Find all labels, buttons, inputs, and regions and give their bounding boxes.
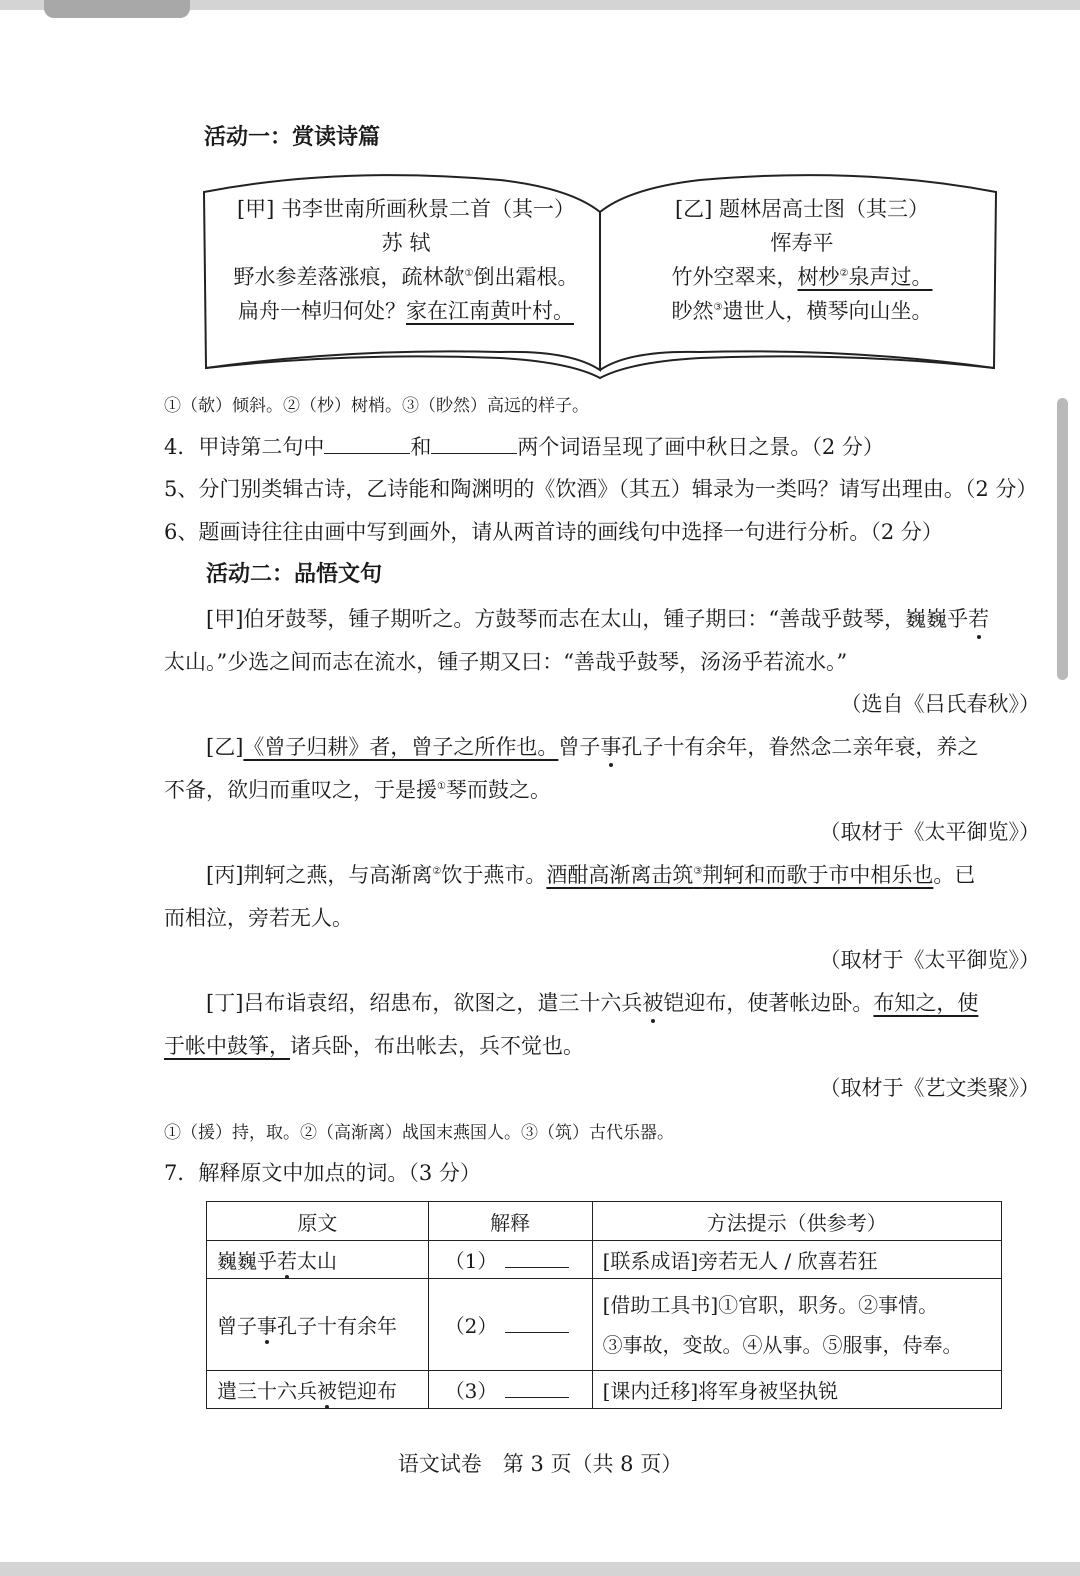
table-row: [207, 1241, 1002, 1279]
answer-cell[interactable]: （2）: [428, 1279, 592, 1371]
passage-bing-line1: [丙]荆轲之燕，与高渐离②饮于燕市。酒酣高渐离击筑③荆轲和而歌于市中相乐也。已: [206, 863, 976, 887]
table-cell-text: 巍巍乎若太山: [207, 1241, 429, 1279]
answer-blank-2: [505, 1312, 569, 1333]
activity1-notes: ①（欹）倾斜。②（杪）树梢。③（眇然）高远的样子。: [164, 396, 589, 416]
question-5: 5、分门别类辑古诗，乙诗能和陶渊明的《饮酒》（其五）辑录为一类吗？请写出理由。（2 分）: [164, 477, 1038, 501]
table-row: [207, 1279, 1002, 1371]
hint-cell: [联系成语]旁若无人 / 欣喜若狂: [592, 1241, 1001, 1279]
question-4: 4．甲诗第二句中 和 两个词语呈现了画中秋日之景。（2 分）: [164, 435, 884, 459]
passage-yi-source: （取材于《太平御览》）: [819, 820, 1040, 844]
scrollbar-thumb[interactable]: [1057, 398, 1068, 680]
hint-cell: [借助工具书]①官职，职务。②事情。 ③事故，变故。④从事。⑤服事，侍奉。: [592, 1279, 1001, 1371]
table-header: 原文: [207, 1202, 429, 1241]
passage-yi-line1: [乙]《曾子归耕》者，曾子之所作也。曾子事孔子十有余年，眷然念二亲年衰，养之: [206, 732, 978, 762]
answer-blank-3: [505, 1377, 569, 1398]
poem-a-title: [甲] 书李世南所画秋景二首（其一）: [236, 197, 576, 221]
passage-jia-line1: [甲]伯牙鼓琴，锺子期听之。方鼓琴而志在太山，锺子期曰：“善哉乎鼓琴，巍巍乎若: [206, 604, 989, 634]
top-handle: [44, 0, 190, 18]
passage-ding-line1: [丁]吕布诣袁绍，绍患布，欲图之，遣三十六兵被铠迎布，使著帐边卧。布知之，使: [206, 988, 978, 1018]
q4-blank-1[interactable]: [324, 433, 410, 454]
table-header: 方法提示（供参考）: [592, 1202, 1001, 1241]
poem-b: [612, 192, 992, 328]
poem-a-line2: 扁舟一棹归何处？家在江南黄叶村。: [238, 299, 574, 323]
table-cell-text: 遣三十六兵被铠迎布: [207, 1371, 429, 1409]
page-footer: 语文试卷 第 3 页（共 8 页）: [397, 1452, 683, 1476]
activity2-title: 活动二：品悟文句: [206, 562, 383, 587]
question-7: 7．解释原文中加点的词。（3 分）: [164, 1161, 481, 1185]
table-cell-text: 曾子事孔子十有余年: [207, 1279, 429, 1371]
poem-b-line1: 竹外空翠来，树杪②泉声过。: [671, 265, 933, 289]
passage-jia-line2: 太山。”少选之间而志在流水，锺子期又曰：“善哉乎鼓琴，汤汤乎若流水。”: [164, 650, 848, 674]
q4-blank-2[interactable]: [431, 433, 517, 454]
hint-cell: [课内迁移]将军身被坚执锐: [592, 1371, 1001, 1409]
table-row: [207, 1371, 1002, 1409]
passage-bing-line2: 而相泣，旁若无人。: [164, 906, 353, 930]
poem-a-author: 苏 轼: [381, 231, 431, 255]
passage-ding-source: （取材于《艺文类聚》）: [819, 1076, 1040, 1100]
poem-b-title: [乙] 题林居高士图（其三）: [674, 197, 930, 221]
bottom-bar: [0, 1562, 1080, 1576]
passage-yi-line2: 不备，欲归而重叹之，于是援①琴而鼓之。: [164, 778, 551, 802]
poem-a: [212, 192, 600, 328]
answer-cell[interactable]: （1）: [428, 1241, 592, 1279]
q7-table: [206, 1201, 1002, 1409]
answer-cell[interactable]: （3）: [428, 1371, 592, 1409]
answer-blank-1: [505, 1247, 569, 1268]
activity1-title: 活动一：赏读诗篇: [204, 125, 381, 150]
activity2-notes: ①（援）持，取。②（高渐离）战国末燕国人。③（筑）古代乐器。: [164, 1123, 674, 1143]
passage-ding-line2: 于帐中鼓筝，诸兵卧，布出帐去，兵不觉也。: [164, 1034, 584, 1058]
poem-b-line2: 眇然③遗世人，横琴向山坐。: [671, 299, 933, 323]
question-6: 6、题画诗往往由画中写到画外，请从两首诗的画线句中选择一句进行分析。（2 分）: [164, 520, 943, 544]
poem-b-author: 恽寿平: [770, 231, 834, 255]
table-header-row: [207, 1202, 1002, 1241]
table-header: 解释: [428, 1202, 592, 1241]
passage-bing-source: （取材于《太平御览》）: [819, 948, 1040, 972]
poem-a-line1: 野水参差落涨痕，疏林欹①倒出霜根。: [233, 265, 579, 289]
passage-jia-source: （选自《吕氏春秋》）: [840, 692, 1040, 716]
